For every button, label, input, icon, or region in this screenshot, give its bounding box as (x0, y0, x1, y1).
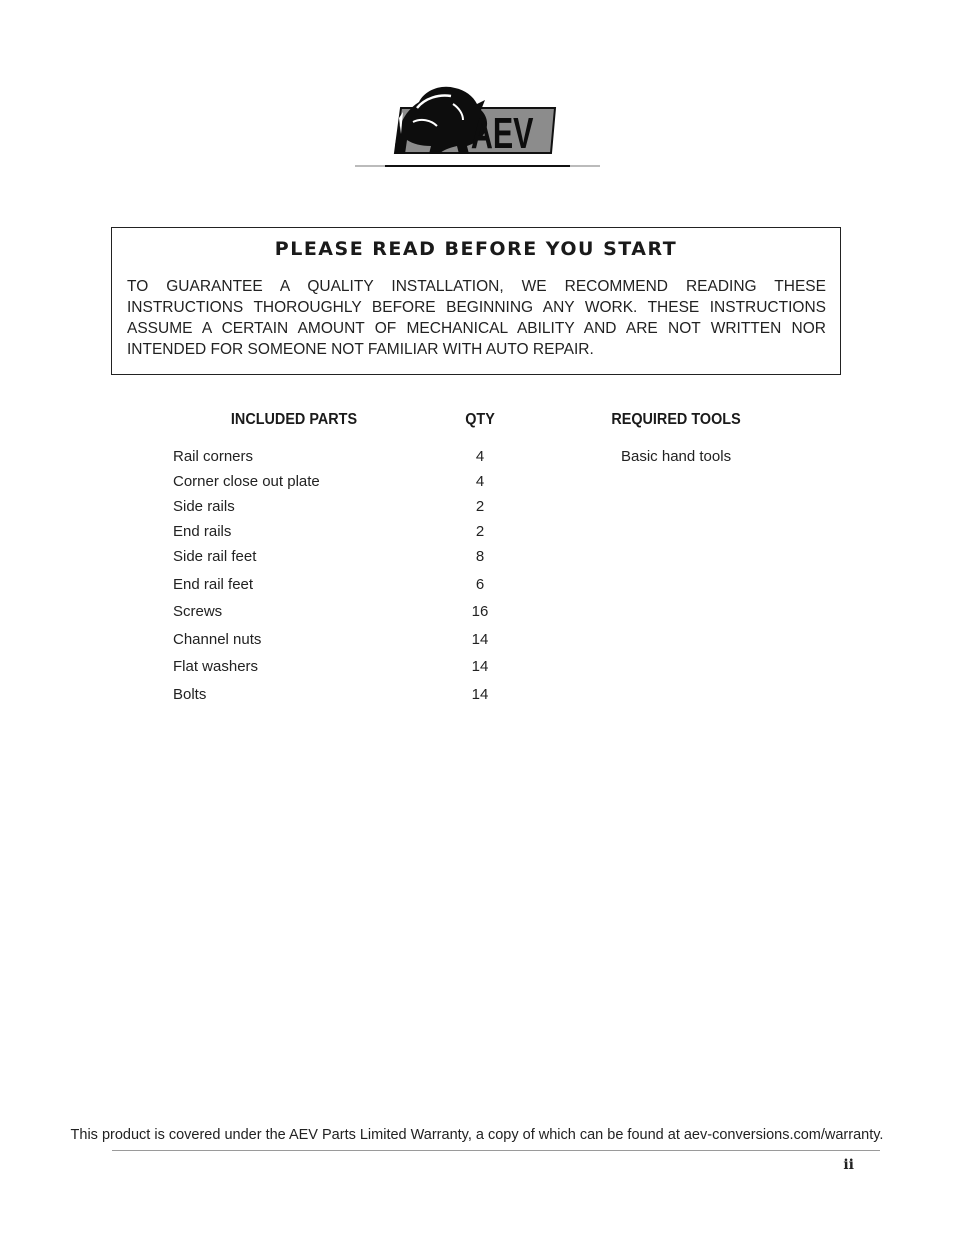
part-qty: 14 (471, 658, 489, 675)
aev-bison-logo-icon (355, 78, 600, 170)
part-qty: 16 (471, 603, 489, 620)
part-qty: 4 (475, 473, 485, 490)
required-tool-item: Basic hand tools (621, 448, 732, 465)
page-number: ii (843, 1157, 854, 1173)
required-tools-header: REQUIRED TOOLS (611, 411, 741, 428)
part-name: Screws (173, 603, 223, 620)
part-name: Side rail feet (173, 548, 257, 565)
part-qty: 2 (475, 498, 485, 515)
part-name: End rail feet (173, 576, 254, 593)
part-name: Channel nuts (173, 631, 262, 648)
notice-body: TO GUARANTEE A QUALITY INSTALLATION, WE RECOMMEND READING THESE INSTRUCTIONS THOROUGHLY BEFORE BEGINNING ANY WORK. THESE INSTRUCTIONS ASSUME A CERTAIN AMOUNT OF MECHANICAL ABILITY AND ARE NOT WRITTEN NOR INTENDED FOR SOMEONE NOT FAMILIAR WITH AUTO REPAIR. (127, 278, 826, 358)
part-qty: 14 (471, 631, 489, 648)
part-name: Side rails (173, 498, 235, 515)
logo-brand-text: AEV (470, 108, 534, 158)
footer-divider (112, 1150, 880, 1151)
part-qty: 4 (475, 448, 485, 465)
part-name: Rail corners (173, 448, 254, 465)
part-qty: 6 (475, 576, 485, 593)
part-name: End rails (173, 523, 232, 540)
part-name: Flat washers (173, 658, 259, 675)
included-parts-header: INCLUDED PARTS (230, 411, 358, 428)
qty-header: QTY (465, 411, 495, 428)
part-qty: 8 (475, 548, 485, 565)
notice-box (111, 227, 841, 375)
part-name: Corner close out plate (173, 473, 320, 490)
warranty-notice: This product is covered under the AEV Parts Limited Warranty, a copy of which can be found at aev-conversions.com/warranty. (70, 1127, 884, 1143)
part-qty: 14 (471, 686, 489, 703)
part-qty: 2 (475, 523, 485, 540)
aev-logo (355, 78, 600, 170)
notice-title: PLEASE READ BEFORE YOU START (274, 238, 678, 260)
part-name: Bolts (173, 686, 207, 703)
